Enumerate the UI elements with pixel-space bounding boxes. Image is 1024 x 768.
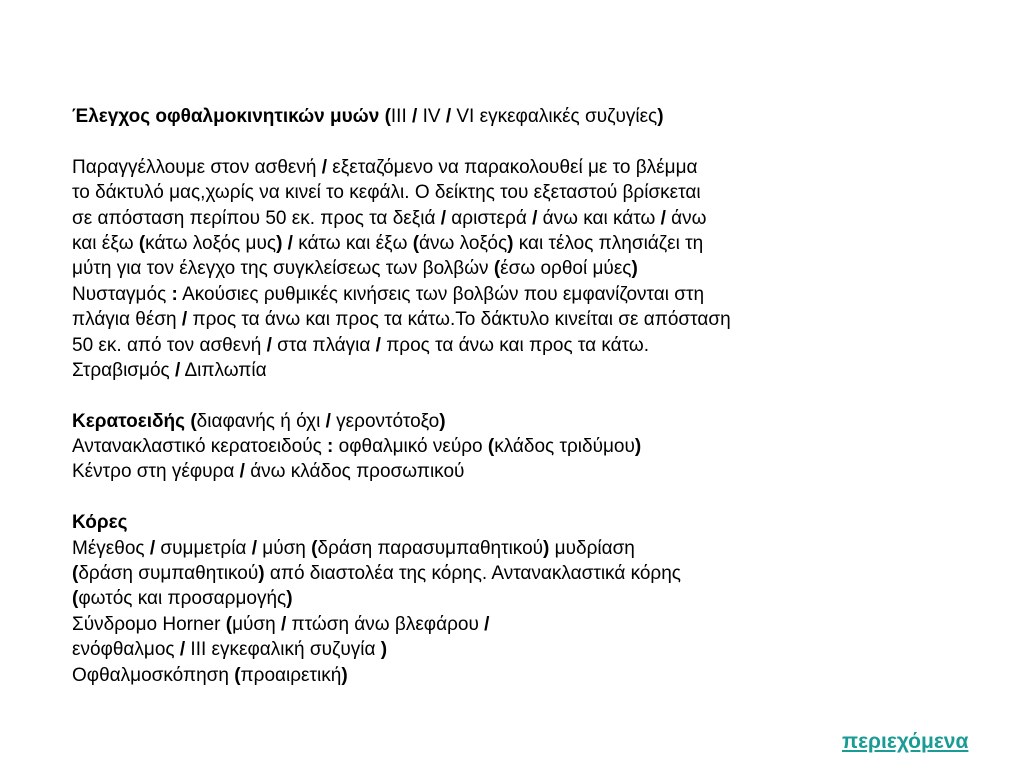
text-segment: στα πλάγια xyxy=(271,334,376,356)
text-segment: το δάκτυλό μας,χωρίς να κινεί το κεφάλι. Ο δείκτης του εξεταστού βρίσκεται xyxy=(72,182,701,204)
paragraph-gap xyxy=(72,485,952,510)
bold-text-segment: ) xyxy=(439,410,446,432)
text-line xyxy=(72,536,952,561)
text-segment: κλάδος τριδύμου xyxy=(494,436,635,458)
text-segment: κάτω λοξός μυς xyxy=(145,232,277,254)
text-line xyxy=(72,561,952,586)
bold-text-segment: ) xyxy=(657,106,664,127)
text-segment: μύση xyxy=(256,537,312,559)
text-segment: προς τα άνω και προς τα κάτω.Το δάκτυλο κινείται σε απόσταση xyxy=(187,309,731,331)
text-segment: III xyxy=(390,106,413,127)
text-segment: άνω λοξός xyxy=(419,232,508,254)
text-segment: III εγκεφαλική συζυγία xyxy=(185,639,381,661)
text-line xyxy=(72,459,952,484)
text-line xyxy=(72,206,952,231)
bold-text-segment: ) xyxy=(341,664,348,686)
bold-text-segment: / xyxy=(149,537,156,559)
text-segment: Σύνδρομο Horner xyxy=(72,613,226,635)
text-segment: 50 εκ. από τον ασθενή xyxy=(72,334,267,356)
text-segment: προαιρετική xyxy=(240,664,342,686)
text-segment: άνω και κάτω xyxy=(537,207,661,229)
bold-text-segment: / xyxy=(412,106,418,127)
text-line xyxy=(72,180,952,205)
paragraph-gap xyxy=(72,383,952,408)
text-segment: πτώση άνω βλεφάρου xyxy=(286,613,485,635)
text-line xyxy=(72,663,952,688)
text-segment: Παραγγέλλουμε στον ασθενή xyxy=(72,156,322,178)
text-line xyxy=(72,586,952,611)
bold-text-segment: / xyxy=(179,639,186,661)
bold-text-segment: ( xyxy=(72,588,79,610)
text-segment: και τέλος πλησιάζει τη xyxy=(513,232,704,254)
text-segment: Αντανακλαστικό κερατοειδούς xyxy=(72,436,328,458)
text-segment: άνω κλάδος προσωπικού xyxy=(244,461,465,483)
text-segment: μυδρίαση xyxy=(549,537,635,559)
text-segment: εξεταζόμενο να παρακολουθεί με το βλέμμα xyxy=(327,156,698,178)
bold-text-segment: Έλεγχος οφθαλμοκινητικών μυών ( xyxy=(72,106,391,127)
text-line xyxy=(72,637,952,662)
bold-text-segment: ( xyxy=(72,563,79,585)
text-segment: κάτω και έξω xyxy=(292,232,413,254)
slide-body xyxy=(72,104,952,688)
text-line xyxy=(72,358,952,383)
bold-text-segment: / xyxy=(484,613,490,635)
text-segment: Κέντρο στη γέφυρα xyxy=(72,461,240,483)
text-segment: πλάγια θέση xyxy=(72,309,182,331)
bold-text-segment: / xyxy=(266,334,272,356)
bold-text-segment: ) xyxy=(507,232,514,254)
bold-text-segment: ) xyxy=(286,588,293,610)
text-segment: Ακούσιες ρυθμικές κινήσεις των βολβών που εμφανίζονται στη xyxy=(177,283,705,305)
bold-text-segment: : xyxy=(171,283,178,305)
bold-text-segment: / xyxy=(660,207,666,229)
bold-text-segment: / xyxy=(325,410,331,432)
bold-text-segment: Κόρες xyxy=(72,512,128,534)
text-segment: Μέγεθος xyxy=(72,537,150,559)
text-segment: μύση xyxy=(232,613,281,635)
text-segment: Διπλωπία xyxy=(180,359,267,381)
text-segment: φωτός και προσαρμογής xyxy=(78,588,287,610)
bold-text-segment: / xyxy=(440,207,447,229)
bold-text-segment: ) xyxy=(634,436,642,458)
bold-text-segment: : xyxy=(327,436,334,458)
text-segment: γεροντότοξο xyxy=(330,410,440,432)
text-segment: σε απόσταση περίπου 50 εκ. προς τα δεξιά xyxy=(72,207,441,229)
text-line xyxy=(72,434,952,459)
bold-text-segment: / xyxy=(181,309,188,331)
bold-text-segment: / xyxy=(287,232,293,254)
bold-text-segment: / xyxy=(375,334,381,356)
bold-text-segment: ) xyxy=(543,537,550,559)
text-segment: IV xyxy=(417,106,446,127)
bold-text-segment: / xyxy=(174,359,181,381)
text-segment: προς τα άνω και προς τα κάτω. xyxy=(380,334,649,356)
bold-text-segment: ( xyxy=(138,232,146,254)
text-segment: από διαστολέα της κόρης. Αντανακλαστικά κόρης xyxy=(264,563,681,585)
text-line xyxy=(72,333,952,358)
bold-text-segment: ( xyxy=(234,664,241,686)
bold-text-segment: / xyxy=(239,461,245,483)
text-segment: Στραβισμός xyxy=(72,359,175,381)
text-line xyxy=(72,231,952,256)
bold-text-segment: / xyxy=(251,537,257,559)
text-line xyxy=(72,256,952,281)
bold-text-segment: ) xyxy=(276,232,283,254)
contents-link[interactable]: περιεχόμενα xyxy=(842,730,969,753)
text-line xyxy=(72,104,952,129)
text-segment: δράση συμπαθητικού xyxy=(78,563,259,585)
text-line xyxy=(72,612,952,637)
bold-text-segment: / xyxy=(532,207,538,229)
text-segment: δράση παρασυμπαθητικού xyxy=(317,537,544,559)
text-segment: συμμετρία xyxy=(155,537,252,559)
text-line xyxy=(72,155,952,180)
text-segment: αριστερά xyxy=(446,207,533,229)
paragraph-gap xyxy=(72,129,952,154)
text-line xyxy=(72,510,952,535)
bold-text-segment: Κερατοειδής ( xyxy=(72,410,197,432)
bold-text-segment: ( xyxy=(493,258,501,280)
bold-text-segment: ) xyxy=(380,639,388,661)
text-line xyxy=(72,282,952,307)
text-segment: διαφανής ή όχι xyxy=(196,410,326,432)
text-segment: άνω xyxy=(665,207,707,229)
text-segment: και έξω xyxy=(72,232,139,254)
text-line xyxy=(72,307,952,332)
bold-text-segment: ) xyxy=(631,258,638,280)
text-segment: οφθαλμικό νεύρο xyxy=(333,436,488,458)
bold-text-segment: / xyxy=(321,156,328,178)
text-segment: μύτη για τον έλεγχο της συγκλείσεως των βολβών xyxy=(72,258,494,280)
text-line xyxy=(72,409,952,434)
text-segment: Οφθαλμοσκόπηση xyxy=(72,664,235,686)
text-segment: ενόφθαλμος xyxy=(72,639,180,661)
bold-text-segment: / xyxy=(445,106,452,127)
text-segment: Νυσταγμός xyxy=(72,283,172,305)
bold-text-segment: / xyxy=(281,613,287,635)
text-segment: έσω ορθοί μύες xyxy=(500,258,632,280)
bold-text-segment: ) xyxy=(258,563,265,585)
bold-text-segment: ( xyxy=(225,613,233,635)
bold-text-segment: ( xyxy=(311,537,318,559)
bold-text-segment: ( xyxy=(487,436,495,458)
bold-text-segment: ( xyxy=(412,232,420,254)
text-segment: VI εγκεφαλικές συζυγίες xyxy=(451,106,658,127)
